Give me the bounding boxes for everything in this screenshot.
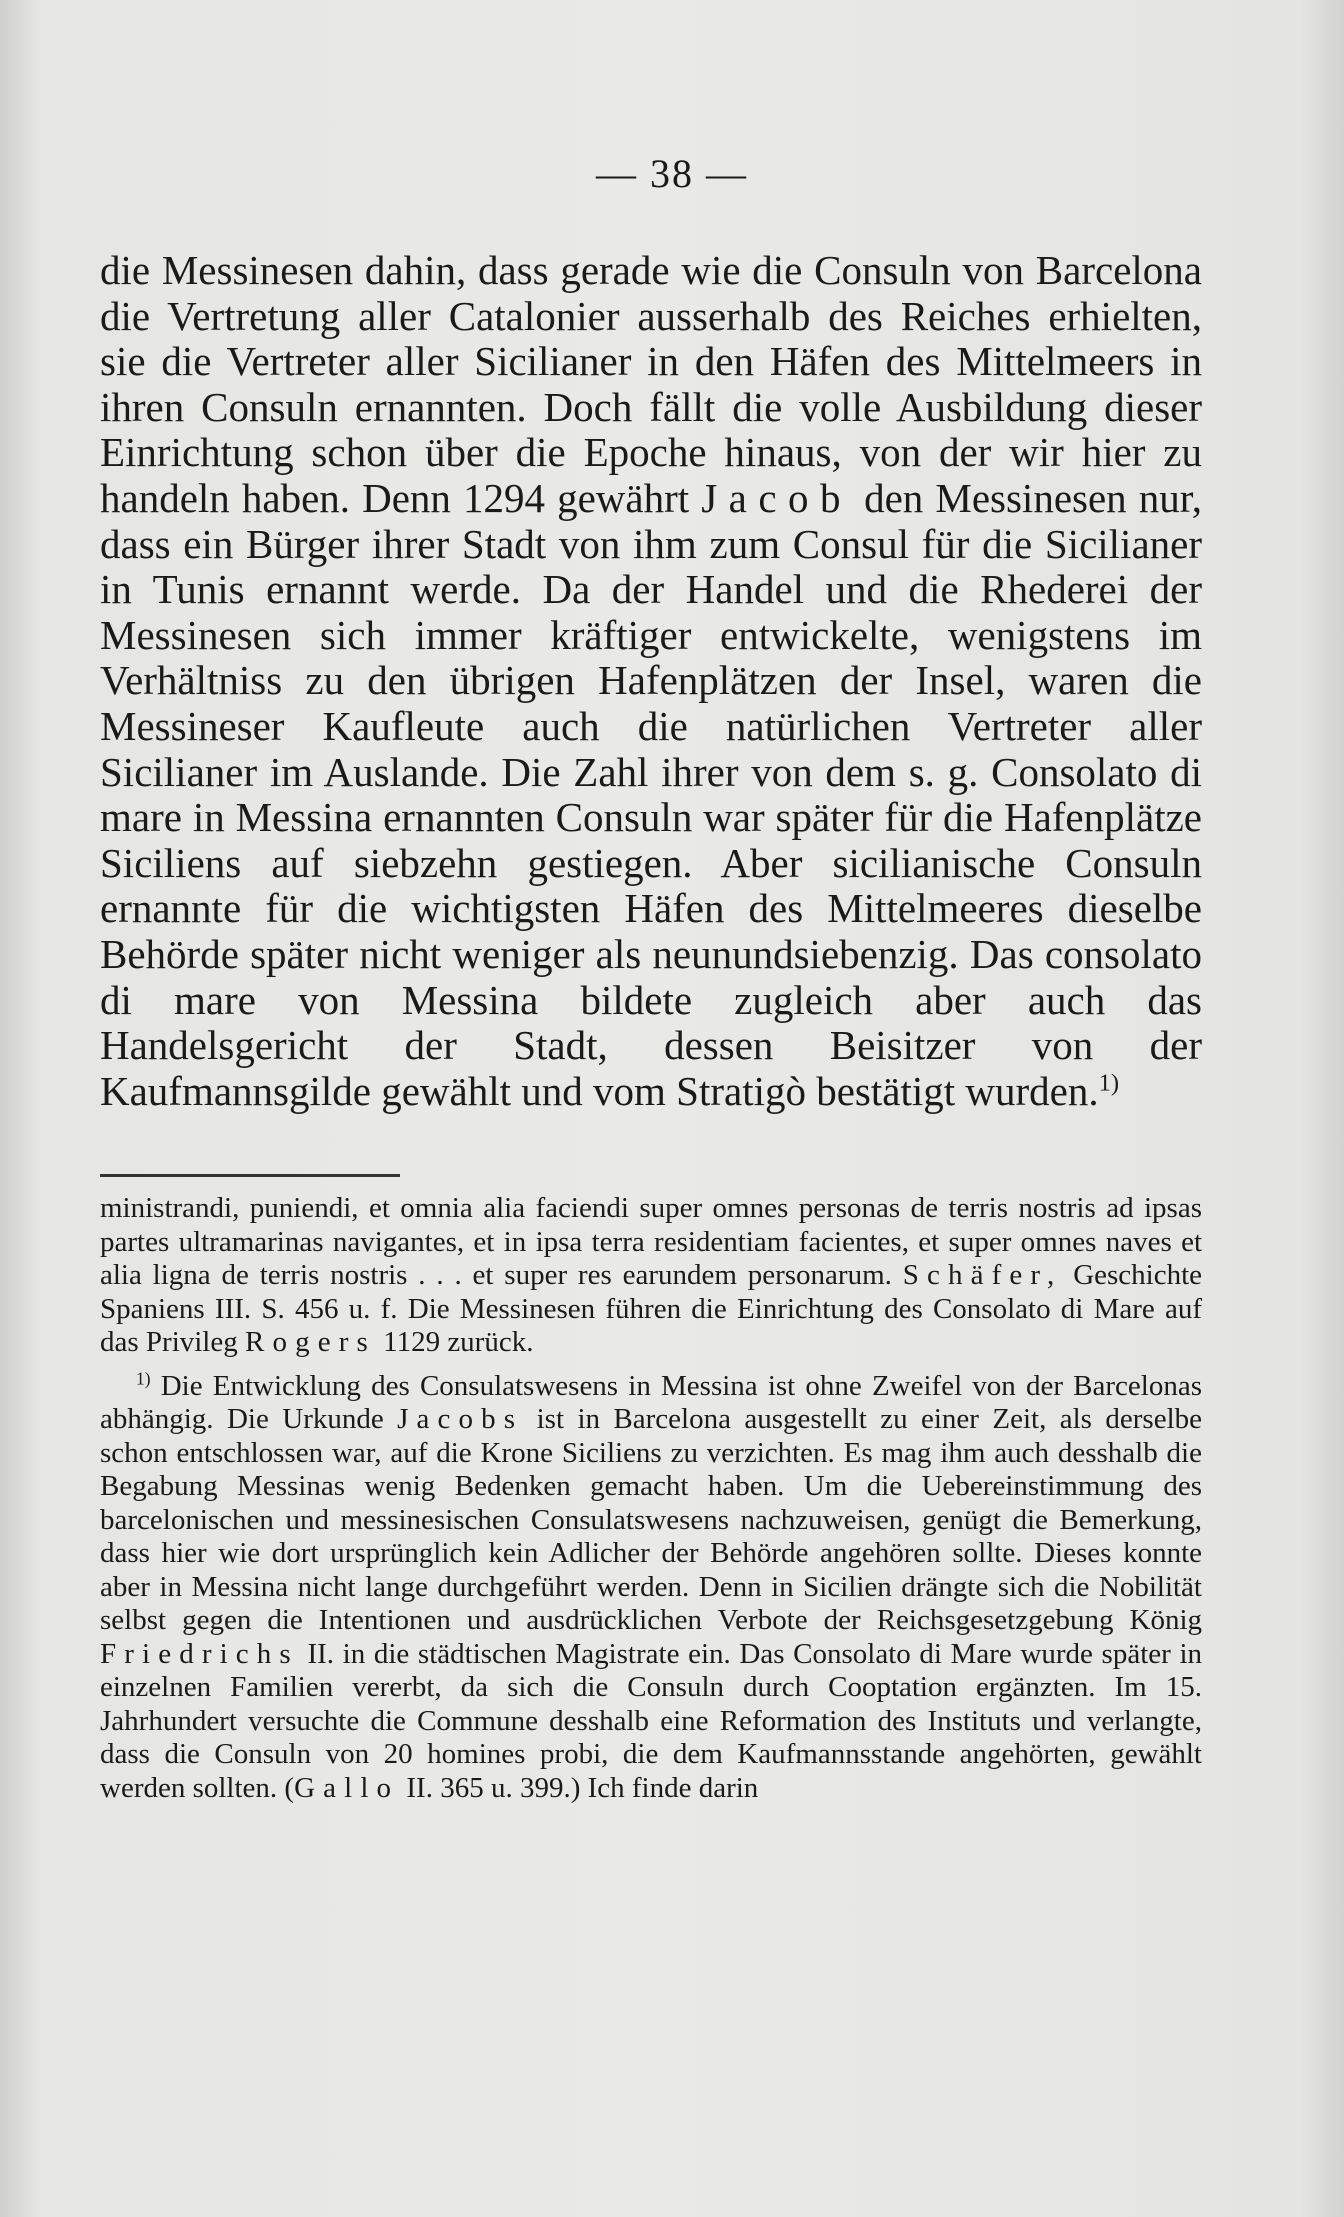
name-jacob: Jacob xyxy=(701,474,852,521)
footnotes xyxy=(100,1192,1202,1805)
footnote-1 xyxy=(100,1370,1202,1806)
name-gallo: Gallo xyxy=(294,1771,400,1804)
name-jacobs: Jacobs xyxy=(397,1403,524,1435)
name-friedrichs: Friedrichs xyxy=(100,1637,299,1670)
name-schaefer: Schäfer, xyxy=(902,1259,1063,1291)
footnote-text: ist in Barcelona ausgestellt zu einer Zeit, als derselbe schon entschlossen war, auf die Krone Siciliens zu verzichten. Es mag ihm auch desshalb die Begabung Messinas wenig Bedenken gemacht haben. Um die Uebereinstimmung des barcelonischen und messinesischen Consulatswesens nachzuweisen, genügt die Bemerkung, dass hier wie dort ursprünglich kein Adlicher der Behörde angehören sollte. Dieses konnte aber in Messina nicht lange durchgeführt werden. Denn in Sicilien drängte sich die Nobilität selbst gegen die Intentionen und ausdrücklichen Verbote der Reichsgesetzgebung König xyxy=(100,1403,1202,1636)
footnote-divider xyxy=(100,1174,400,1177)
footnote-text: ministrandi, puniendi, et omnia alia faciendi super omnes personas de terris nostris ad ipsas partes ultramarinas navigantes, et in ipsa terra residentiam facientes, et super omnes naves et alia ligna de terris nostris . . . et super res earundem personarum. xyxy=(100,1192,1202,1291)
page-number: — 38 — xyxy=(596,151,748,196)
main-text-part: den Messinesen nur, dass ein Bürger ihrer Stadt von ihm zum Consul für die Sicilianer in Tunis ernannt werde. Da der Handel und die Rhederei der Messinesen sich immer kräftiger entwickelte, wenigstens im Verhältniss zu den übrigen Hafenplätzen der Insel, waren die Messineser Kaufleute auch die natürlichen Vertreter aller Sicilianer im Auslande. Die Zahl ihrer von dem s. g. Consolato di mare in Messina ernannten Consuln war später für die Hafenplätze Siciliens auf siebzehn gestiegen. Aber sicilianische Consuln ernannte für die wichtigsten Häfen des Mittelmeeres dieselbe Behörde später nicht weniger als neunundsiebenzig. Das consolato di mare von Messina bildete zugleich aber auch das Handelsgericht der Stadt, dessen Beisitzer von der Kaufmannsgilde gewählt und vom Stratigò bestätigt wurden. xyxy=(100,474,1203,1114)
footnote-text: II. in die städtischen Magistrate ein. Das Consolato di Mare wurde später in einzelnen Familien vererbt, da sich die Consuln durch Cooptation ergänzten. Im 15. Jahrhundert versuchte die Commune desshalb eine Reformation des Instituts und verlangte, dass die Consuln von 20 homines probi, die dem Kaufmannsstande angehörten, gewählt werden sollten. ( xyxy=(100,1637,1203,1804)
main-text-part: die Messinesen dahin, dass gerade wie die Consuln von Barcelona die Vertretung aller Catalonier ausserhalb des Reiches erhielten, sie die Vertreter aller Sicilianer in den Häfen des Mittelmeers in ihren Consuln ernannten. Doch fällt die volle Ausbildung dieser Einrichtung schon über die Epoche hinaus, von der wir hier zu handeln haben. Denn 1294 gewährt xyxy=(100,247,1202,521)
footnote-text: II. 365 u. 399.) Ich finde darin xyxy=(406,1771,759,1804)
footnote-text: 1129 zurück. xyxy=(383,1326,534,1358)
footnote-text: Geschichte Spaniens III. S. 456 u. f. Die Messinesen führen die Einrichtung des Consolato di Mare auf das Privileg xyxy=(100,1259,1203,1358)
footnote-reference: 1) xyxy=(1098,1068,1120,1096)
name-rogers: Rogers xyxy=(245,1326,376,1358)
main-paragraph xyxy=(100,248,1202,1114)
main-text xyxy=(100,248,1202,1114)
footnote-continued xyxy=(100,1192,1202,1360)
footnote-text: Die Entwicklung des Consulatswesens in Messina ist ohne Zweifel von der Barcelonas abhängig. Die Urkunde xyxy=(100,1369,1203,1435)
footnote-marker: 1) xyxy=(136,1368,151,1389)
